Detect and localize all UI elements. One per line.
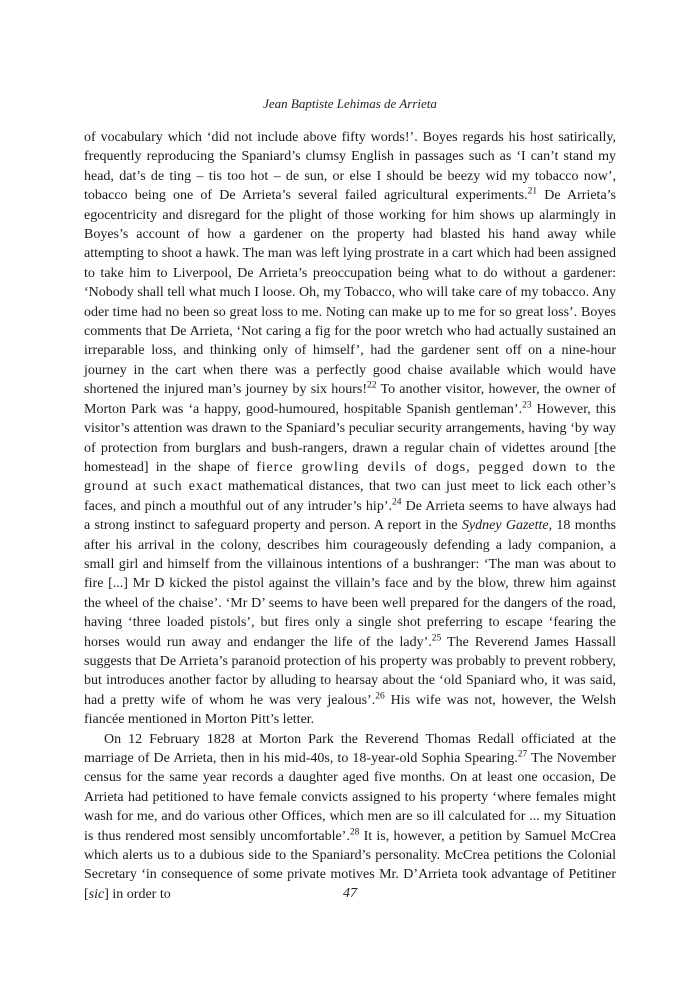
footnote-ref[interactable]: 22 (367, 380, 377, 391)
text-run: of vocabulary which ‘did not include above fifty words!’. Boyes regards his host satirically, frequently reproducing the Spaniard’s clumsy English in passages such as ‘I can’t stand my head, dat’s de ting – tis too hot – de sun, or else I should be beezy wid my tobacco now’, tobacco being one of De Arrieta’s several failed agricultural experiments. (84, 130, 616, 204)
footnote-ref[interactable]: 24 (392, 497, 402, 508)
footnote-ref[interactable]: 27 (517, 749, 528, 760)
text-run: The November census for the same year records a daughter aged five months. On at least one occasion, De Arrieta had petitioned to have female convicts assigned to his property ‘where females might wash for me, and do various other Offices, which men are so ill calculated for ... my Situation is thus rendered most sensibly uncomfortable’. (84, 751, 617, 844)
text-run: On 12 February 1828 at Morton Park the Reverend Thomas Redall officiated at the marriage of De Arrieta, then in his mid-40s, to 18-year-old Sophia Spearing. (84, 731, 616, 766)
footnote-ref[interactable]: 21 (527, 186, 538, 197)
text-run: ] in order to (104, 886, 171, 902)
text-run: The Reverend James Hassall suggests that De Arrieta’s paranoid protection of his property was probably to prevent robbery, but introduces another factor by alluding to hearsay about the ‘old Spaniard who, it was said, had a pretty wife of whom he was very jealous’. (84, 634, 616, 708)
text-run: To another visitor, however, the owner of Morton Park was ‘a happy, good-humoured, hospitable Spanish gentleman’. (84, 382, 616, 417)
text-run: However, this visitor’s attention was drawn to the Spaniard’s peculiar security arrangements, having ‘by way of protection from burglars and bush-rangers, drawn a regular chain of videttes around [the homestead] in the shape of (84, 401, 616, 475)
text-run-spaced: fierce growling devils of dogs, pegged down to the ground at such exact (84, 459, 617, 495)
footnote-ref[interactable]: 25 (431, 632, 442, 643)
text-run: His wife was not, however, the Welsh fiancée mentioned in Morton Pitt’s letter. (84, 692, 616, 728)
paragraph (84, 128, 616, 730)
text-run: It is, however, a petition by Samuel McCrea which alerts us to a dubious side to the Spaniard’s personality. McCrea petitions the Colonial Secretary ‘in consequence of some private motives Mr. D’Arrieta took advantage of Petitiner [ (84, 828, 616, 902)
footnote-ref[interactable]: 23 (522, 400, 532, 411)
text-run: De Arrieta seems to have always had a strong instinct to safeguard property and person. A report in the (84, 498, 616, 534)
sic-marker: sic (88, 886, 105, 902)
publication-title: Sydney Gazette, (461, 518, 553, 534)
text-run: 18 months after his arrival in the colony, describes him courageously defending a lady companion, a small girl and himself from the villainous intentions of a bushranger: ‘The man was about to fire [...] Mr D kicked the pistol against the villain’s face and by the blow, threw him against the wheel of the chaise’. ‘Mr D’ seems to have been well prepared for the dangers of the road, having ‘three loaded pistols’, but fires only a single shot preferring to escape ‘fearing the horses would run away and endanger the life of the lady’. (84, 518, 616, 650)
footnote-ref[interactable]: 26 (375, 691, 385, 702)
paragraph (84, 730, 616, 905)
body-text (84, 128, 616, 904)
text-run: mathematical distances, that two can just meet to lick each other’s faces, and pinch a mouthful out of any intruder’s hip’. (84, 479, 616, 514)
text-run: De Arrieta’s egocentricity and disregard for the plight of those working for him shows up alarmingly in Boyes’s account of how a gardener on the property had blasted his hand away while attempting to shoot a hawk. The man was left lying prostrate in a cart which had been assigned to take him to Liverpool, De Arrieta’s preoccupation being what to do without a gardener: ‘Nobody shall tell what much I loose. Oh, my Tobacco, who will take care of my tobacco. Any oder time had no been so great loss to me. Noting can make up to me for so great loss’. Boyes comments that De Arrieta, ‘Not caring a fig for the poor wretch who had actually sustained an irreparable loss, and thinking only of himself’, had the gardener sent off on a nine-hour journey in the cart when there was a perfectly good chaise available which would have shortened the injured man’s journey by six hours! (84, 188, 616, 398)
page-number: 47 (343, 886, 357, 901)
footnote-ref[interactable]: 28 (349, 826, 360, 837)
running-header: Jean Baptiste Lehimas de Arrieta (263, 96, 437, 111)
